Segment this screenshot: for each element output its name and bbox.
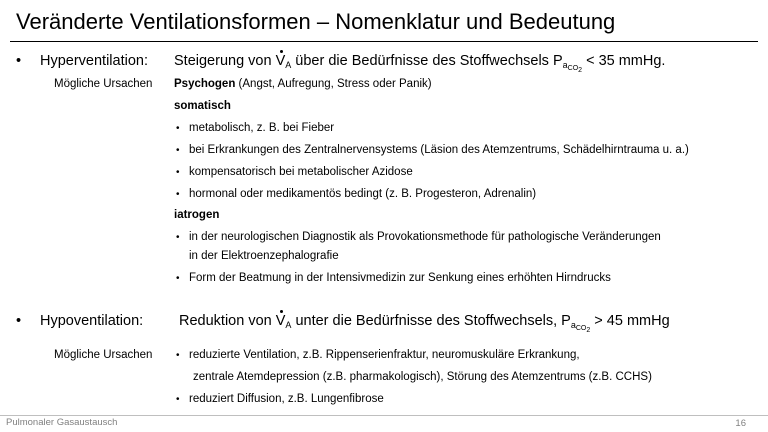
hyper-bullet: • [16, 53, 22, 69]
hypo-def-prefix: Reduktion von [179, 313, 276, 329]
hypo-definition [179, 311, 670, 341]
hypo-def-suffix: > 45 mmHg [590, 313, 670, 329]
hypo-term: Hypoventilation: [40, 313, 144, 329]
hyper-def-suffix: < 35 mmHg. [582, 53, 666, 69]
v-dot-symbol: $V_A$ [276, 311, 292, 335]
iatrogenic-item-1-line-1: in der neurologischen Diagnostik als Provokationsmethode für pathologische Veränderungen [189, 231, 661, 243]
iatrogenic-item-1-line-2: in der Elektroenzephalografie [189, 250, 339, 262]
somatic-bullet-4: • [176, 189, 180, 200]
slide-title: Veränderte Ventilationsformen – Nomenklatur und Bedeutung [16, 9, 616, 34]
paco2-symbol: $P_{a_{CO_2}}$ [561, 313, 591, 334]
somatic-item-3: kompensatorisch bei metabolischer Azidose [189, 166, 413, 178]
hypo-def-middle: unter die Bedürfnisse des Stoffwechsels, [291, 313, 562, 329]
hyper-term: Hyperventilation: [40, 53, 148, 69]
somatic-bullet-2: • [176, 145, 180, 156]
somatic-item-4: hormonal oder medikamentös bedingt (z. B. Progesteron, Adrenalin) [189, 188, 537, 200]
title-divider [10, 41, 758, 42]
psychogen-line [174, 76, 432, 92]
hypo-bullet: • [16, 313, 22, 329]
somatic-heading: somatisch [174, 100, 231, 112]
hyper-def-middle: über die Bedürfnisse des Stoffwechsels [291, 53, 553, 69]
somatic-item-1: metabolisch, z. B. bei Fieber [189, 122, 335, 134]
iatrogenic-item-2: Form der Beatmung in der Intensivmedizin zur Senkung eines erhöhten Hirndrucks [189, 272, 611, 284]
hyper-def-prefix: Steigerung von [174, 53, 276, 69]
hypo-bullet-1: • [176, 350, 180, 361]
hypo-item-2: reduziert Diffusion, z.B. Lungenfibrose [189, 393, 384, 405]
iatrogenic-heading: iatrogen [174, 209, 220, 221]
somatic-bullet-1: • [176, 123, 180, 134]
hypo-item-1-line-1: reduzierte Ventilation, z.B. Rippenserienfraktur, neuromuskuläre Erkrankung, [189, 349, 580, 361]
footer-title: Pulmonaler Gasaustausch [6, 417, 118, 428]
v-dot-symbol: $V_A$ [276, 51, 292, 75]
hypo-item-1-line-2: zentrale Atemdepression (z.B. pharmakologisch), Störung des Atemzentrums (z.B. CCHS) [193, 371, 652, 383]
page-number: 16 [735, 418, 746, 429]
hypo-causes-label: Mögliche Ursachen [54, 349, 153, 361]
somatic-item-2: bei Erkrankungen des Zentralnervensystems (Läsion des Atemzentrums, Schädelhirntrauma u. a.) [189, 144, 689, 156]
paco2-symbol: $P_{a_{CO_2}}$ [552, 53, 583, 74]
iatrogenic-bullet-2: • [176, 273, 180, 284]
hypo-bullet-2: • [176, 394, 180, 405]
psychogen-heading: Psychogen [174, 78, 236, 90]
psychogen-detail: (Angst, Aufregung, Stress oder Panik) [235, 78, 432, 90]
somatic-bullet-3: • [176, 167, 180, 178]
iatrogenic-bullet-1: • [176, 232, 180, 243]
hyper-causes-label: Mögliche Ursachen [54, 78, 153, 90]
